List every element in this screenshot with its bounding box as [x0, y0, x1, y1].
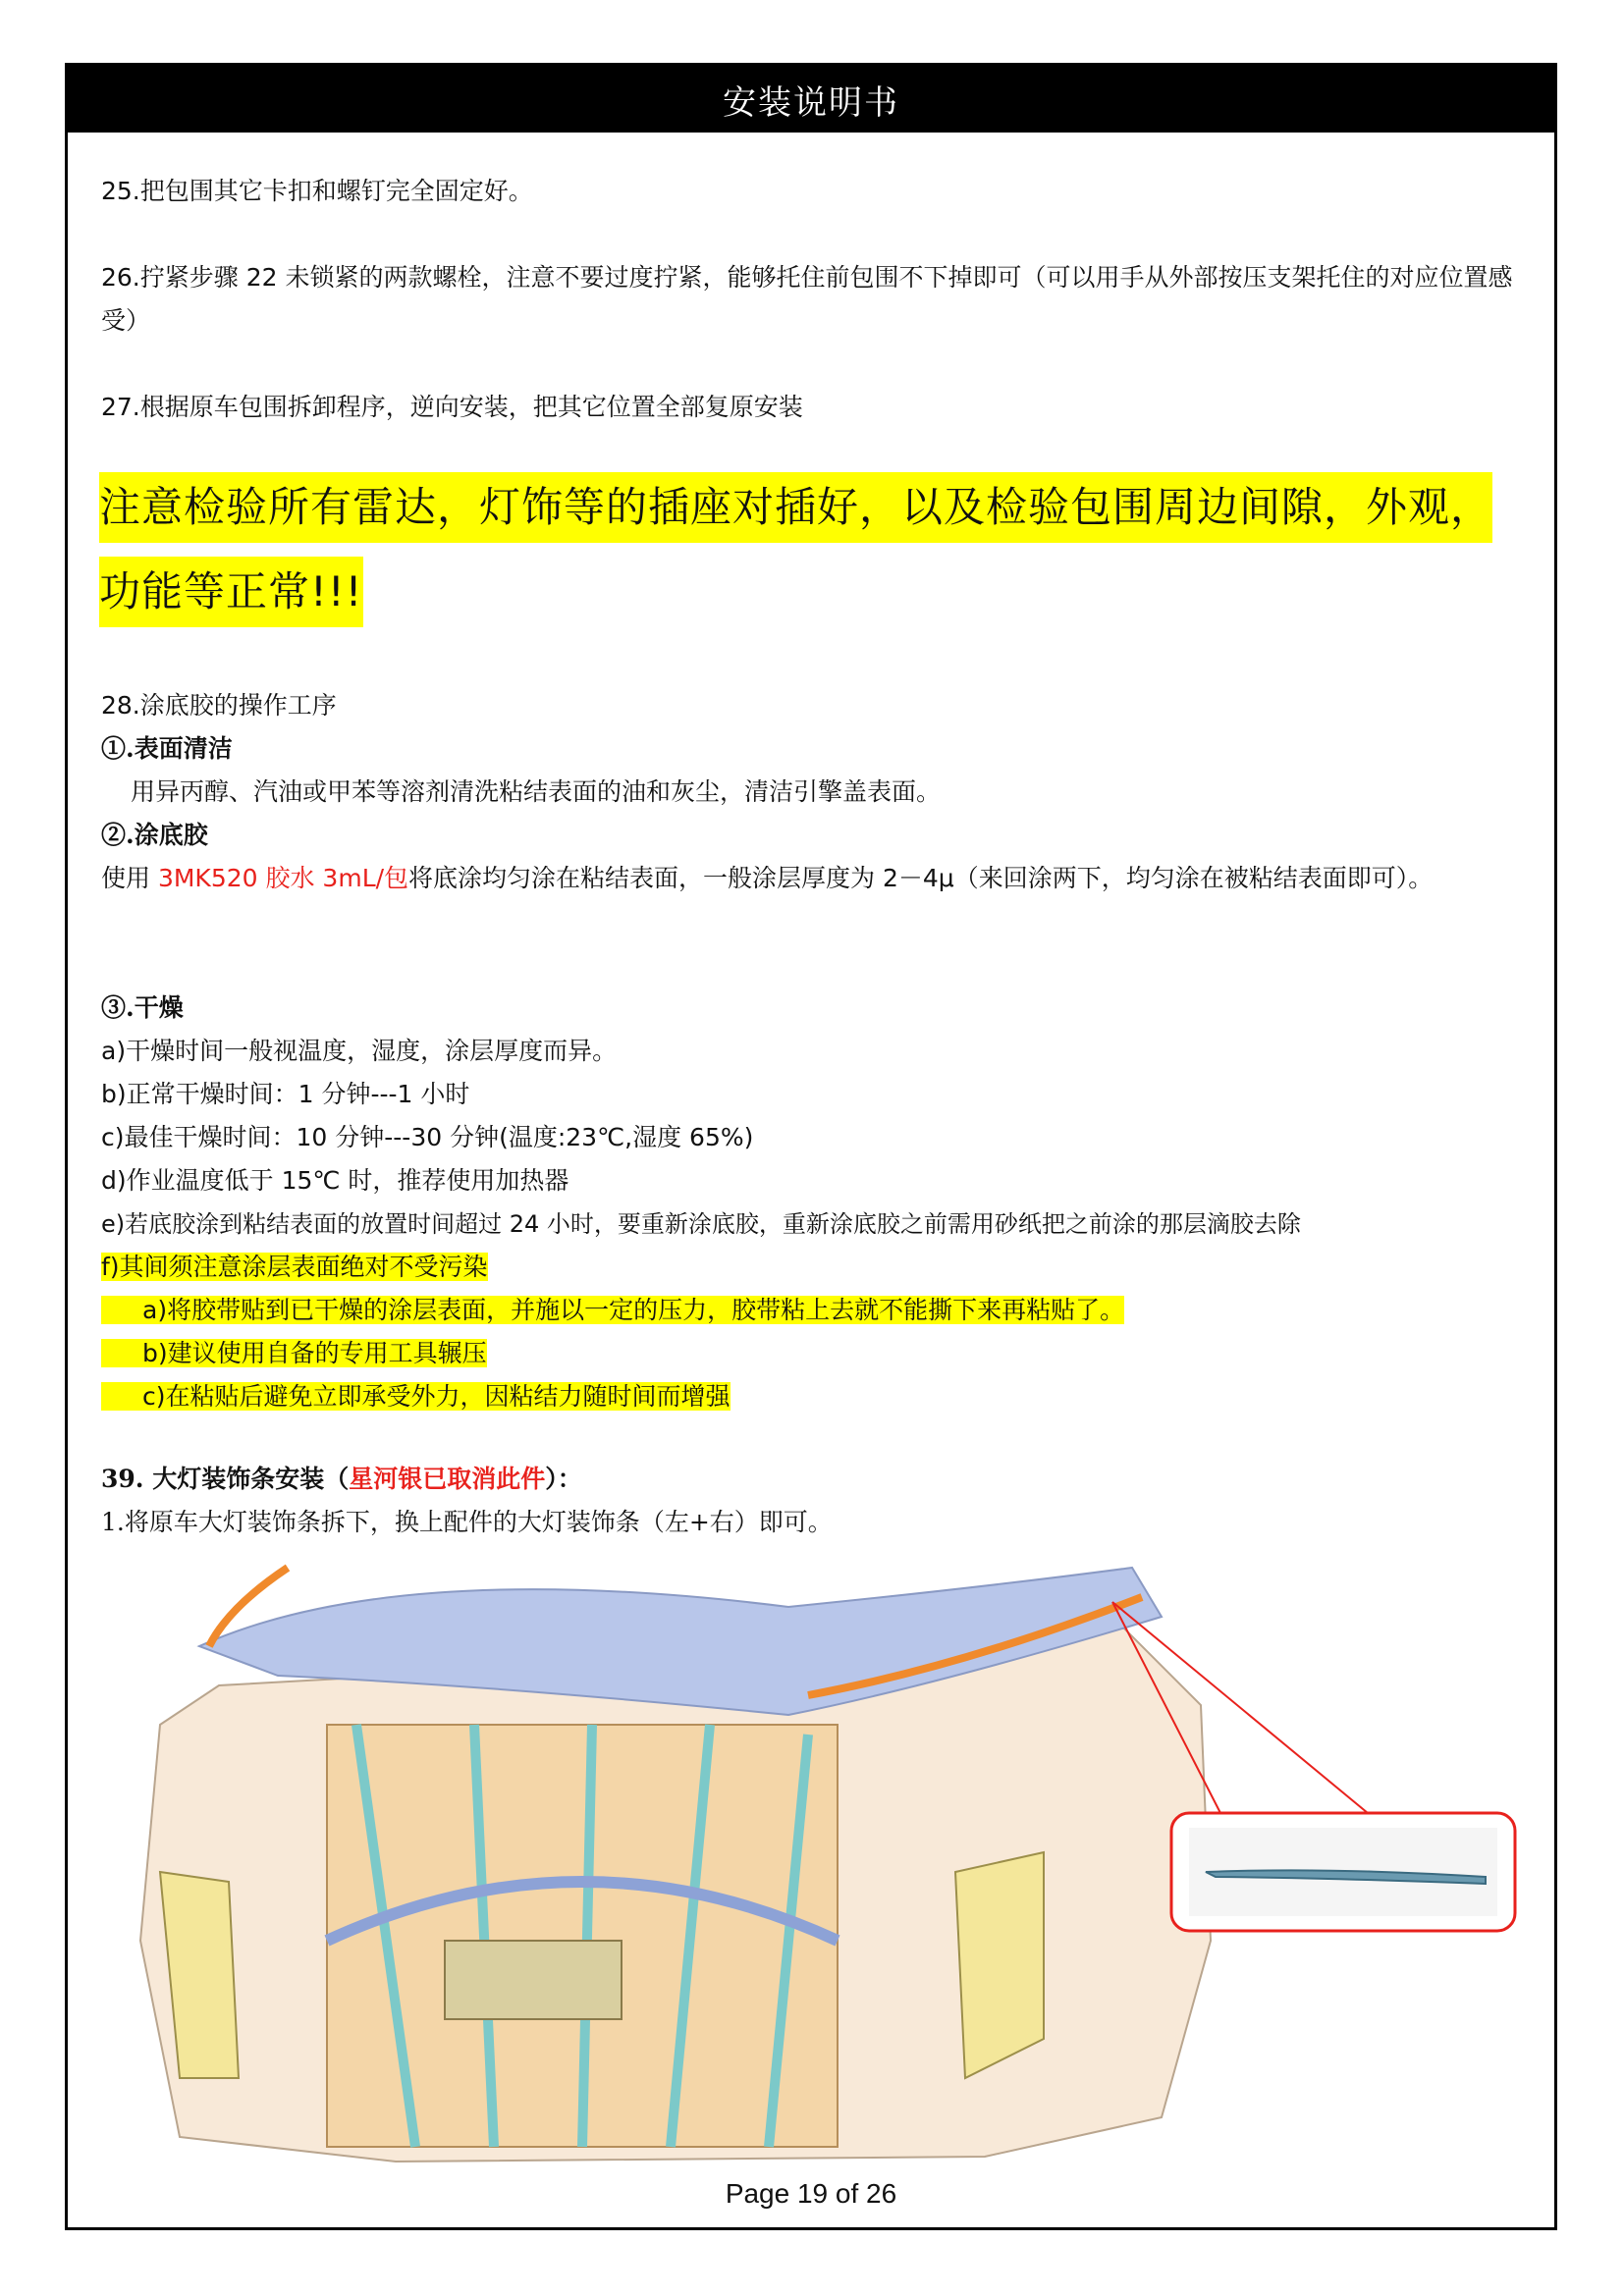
dry-item-c: c)最佳干燥时间：10 分钟---30 分钟(温度:23℃,湿度 65%): [101, 1123, 754, 1151]
fog-lamp-right: [955, 1852, 1044, 2078]
glue-spec: 3MK520 胶水 3mL/包: [157, 864, 409, 892]
dry-item-d: d)作业温度低于 15℃ 时，推荐使用加热器: [101, 1166, 569, 1195]
step-39-title: [101, 1458, 1531, 1501]
step-27: 27.根据原车包围拆卸程序，逆向安装，把其它位置全部复原安装: [101, 393, 803, 421]
step-39-cancel-note: 星河银已取消此件: [349, 1465, 546, 1493]
dry-item-f-c: c)在粘贴后避免立即承受外力，因粘结力随时间而增强: [101, 1382, 731, 1411]
warning-line-1: 注意检验所有雷达，灯饰等的插座对插好，以及检验包围周边间隙，外观，: [99, 472, 1492, 543]
dry-item-b: b)正常干燥时间：1 分钟---1 小时: [101, 1080, 470, 1108]
dry-item-f-b: b)建议使用自备的专用工具辗压: [101, 1339, 487, 1367]
headlight-trim-illustration: [101, 1528, 1535, 2196]
step-39-title-prefix: 39. 大灯装饰条安装（: [101, 1465, 350, 1493]
primer-text-2-suffix: 将底涂均匀涂在粘结表面，一般涂层厚度为 2－4μ（来回涂两下，均匀涂在被粘结表面即可）。: [408, 864, 1434, 892]
primer-heading-2: ②.涂底胶: [101, 821, 208, 849]
primer-heading-1: ①.表面清洁: [101, 734, 233, 763]
step-26: 26.拧紧步骤 22 未锁紧的两款螺栓，注意不要过度拧紧，能够托住前包围不下掉即可（可以用手从外部按压支架托住的对应位置感受）: [101, 263, 1513, 335]
page-header: 安装说明书: [68, 66, 1554, 133]
license-plate: [445, 1941, 622, 2019]
primer-text-2-prefix: 使用: [101, 864, 158, 892]
primer-heading-3: ③.干燥: [101, 993, 184, 1022]
dry-item-f-a: a)将胶带贴到已干燥的涂层表面，并施以一定的压力，胶带粘上去就不能撕下来再粘贴了。: [101, 1296, 1124, 1324]
page-number: Page 19 of 26: [725, 2178, 897, 2209]
dry-item-f: f)其间须注意涂层表面绝对不受污染: [101, 1253, 488, 1281]
primer-text-2: [101, 857, 1531, 900]
step-39-text: 1.将原车大灯装饰条拆下，换上配件的大灯装饰条（左+右）即可。: [101, 1508, 833, 1536]
dry-item-a: a)干燥时间一般视温度，湿度，涂层厚度而异。: [101, 1037, 618, 1065]
dry-item-e: e)若底胶涂到粘结表面的放置时间超过 24 小时，要重新涂底胶，重新涂底胶之前需用砂纸把之前涂的那层滴胶去除: [101, 1210, 1301, 1238]
warning-line-2: 功能等正常!!!: [99, 557, 363, 627]
primer-text-1: 用异丙醇、汽油或甲苯等溶剂清洗粘结表面的油和灰尘，清洁引擎盖表面。: [131, 777, 942, 806]
page-frame: [65, 63, 1557, 2230]
step-25: 25.把包围其它卡扣和螺钉完全固定好。: [101, 177, 533, 205]
primer-title: 28.涂底胶的操作工序: [101, 691, 337, 720]
step-39-title-suffix: ）：: [545, 1465, 582, 1493]
